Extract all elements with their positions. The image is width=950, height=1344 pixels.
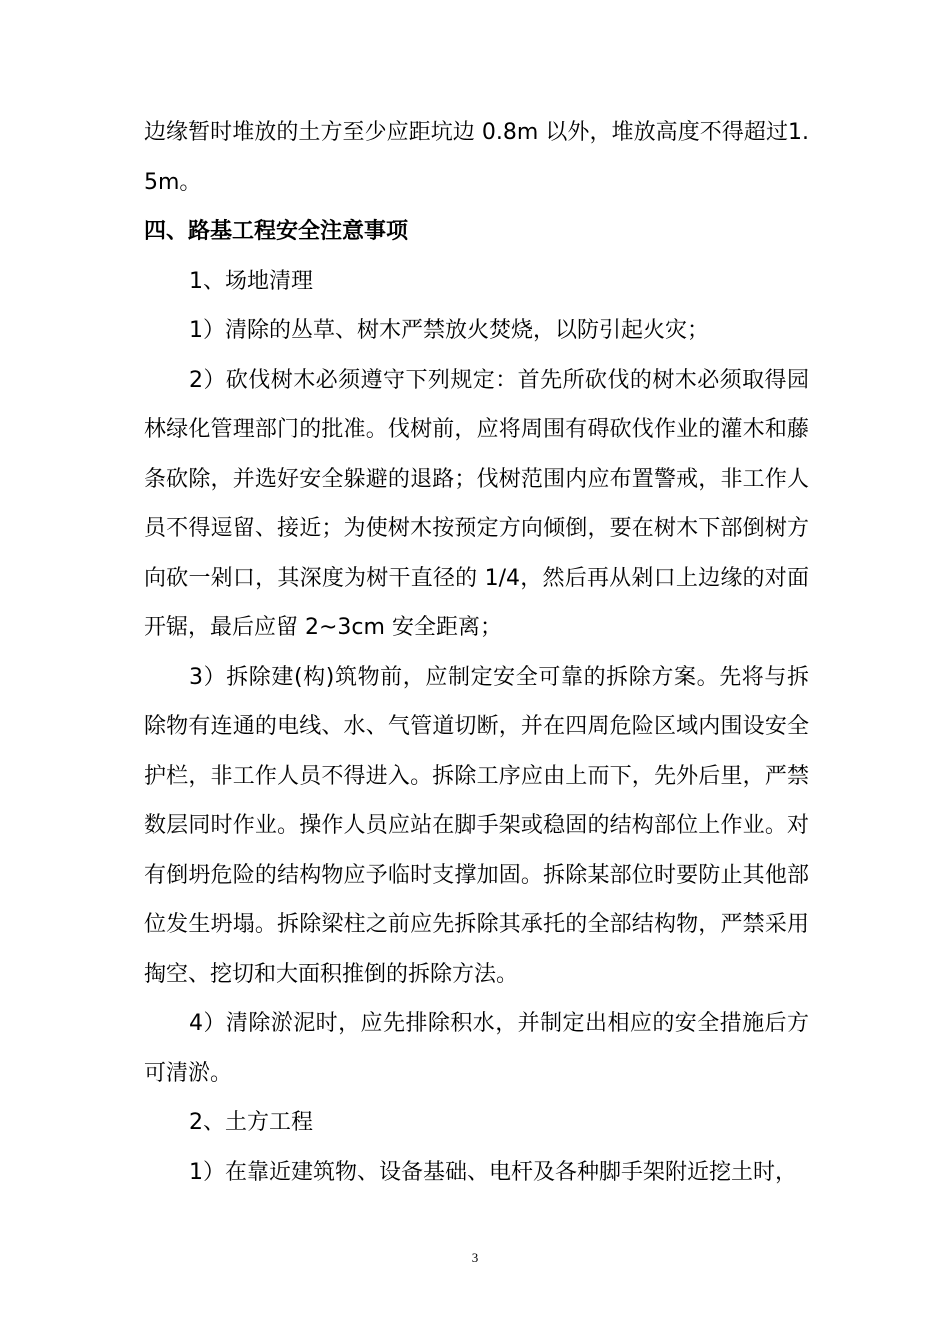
paragraph: 3）拆除建(构)筑物前，应制定安全可靠的拆除方案。先将与拆除物有连通的电线、水、气管道切断，并在四周危险区域内围设安全护栏，非工作人员不得进入。拆除工序应由上而下，先外后里，严禁数层同时作业。操作人员应站在脚手架或稳固的结构部位上作业。对有倒坍危险的结构物应予临时支撑加固。拆除某部位时要防止其他部位发生坍塌。拆除梁柱之前应先拆除其承托的全部结构物，严禁采用掏空、挖切和大面积推倒的拆除方法。	[144, 664, 809, 987]
subsection-heading: 2、土方工程	[189, 1110, 313, 1135]
paragraph: 1）在靠近建筑物、设备基础、电杆及各种脚手架附近挖土时，	[189, 1159, 797, 1185]
paragraph: 4）清除淤泥时，应先排除积水，并制定出相应的安全措施后方可清淤。	[144, 1011, 809, 1086]
document-body	[144, 108, 809, 1197]
section-heading: 四、路基工程安全注意事项	[144, 219, 409, 244]
paragraph: 1）清除的丛草、树木严禁放火焚烧，以防引起火灾；	[189, 318, 709, 343]
paragraph: 2）砍伐树木必须遵守下列规定：首先所砍伐的树木必须取得园林绿化管理部门的批准。伐树前，应将周围有碍砍伐作业的灌木和藤条砍除，并选好安全躲避的退路；伐树范围内应布置警戒，非工作人员不得逗留、接近；为使树木按预定方向倾倒，要在树木下部倒树方向砍一剁口，其深度为树干直径的 1/4，然后再从剁口上边缘的对面开锯，最后应留 2~3cm 安全距离；	[144, 367, 809, 640]
paragraph-continuation: 边缘暂时堆放的土方至少应距坑边 0.8m 以外，堆放高度不得超过1.5m。	[144, 120, 809, 195]
page-number: 3	[471, 1250, 479, 1265]
subsection-heading: 1、场地清理	[189, 268, 313, 294]
